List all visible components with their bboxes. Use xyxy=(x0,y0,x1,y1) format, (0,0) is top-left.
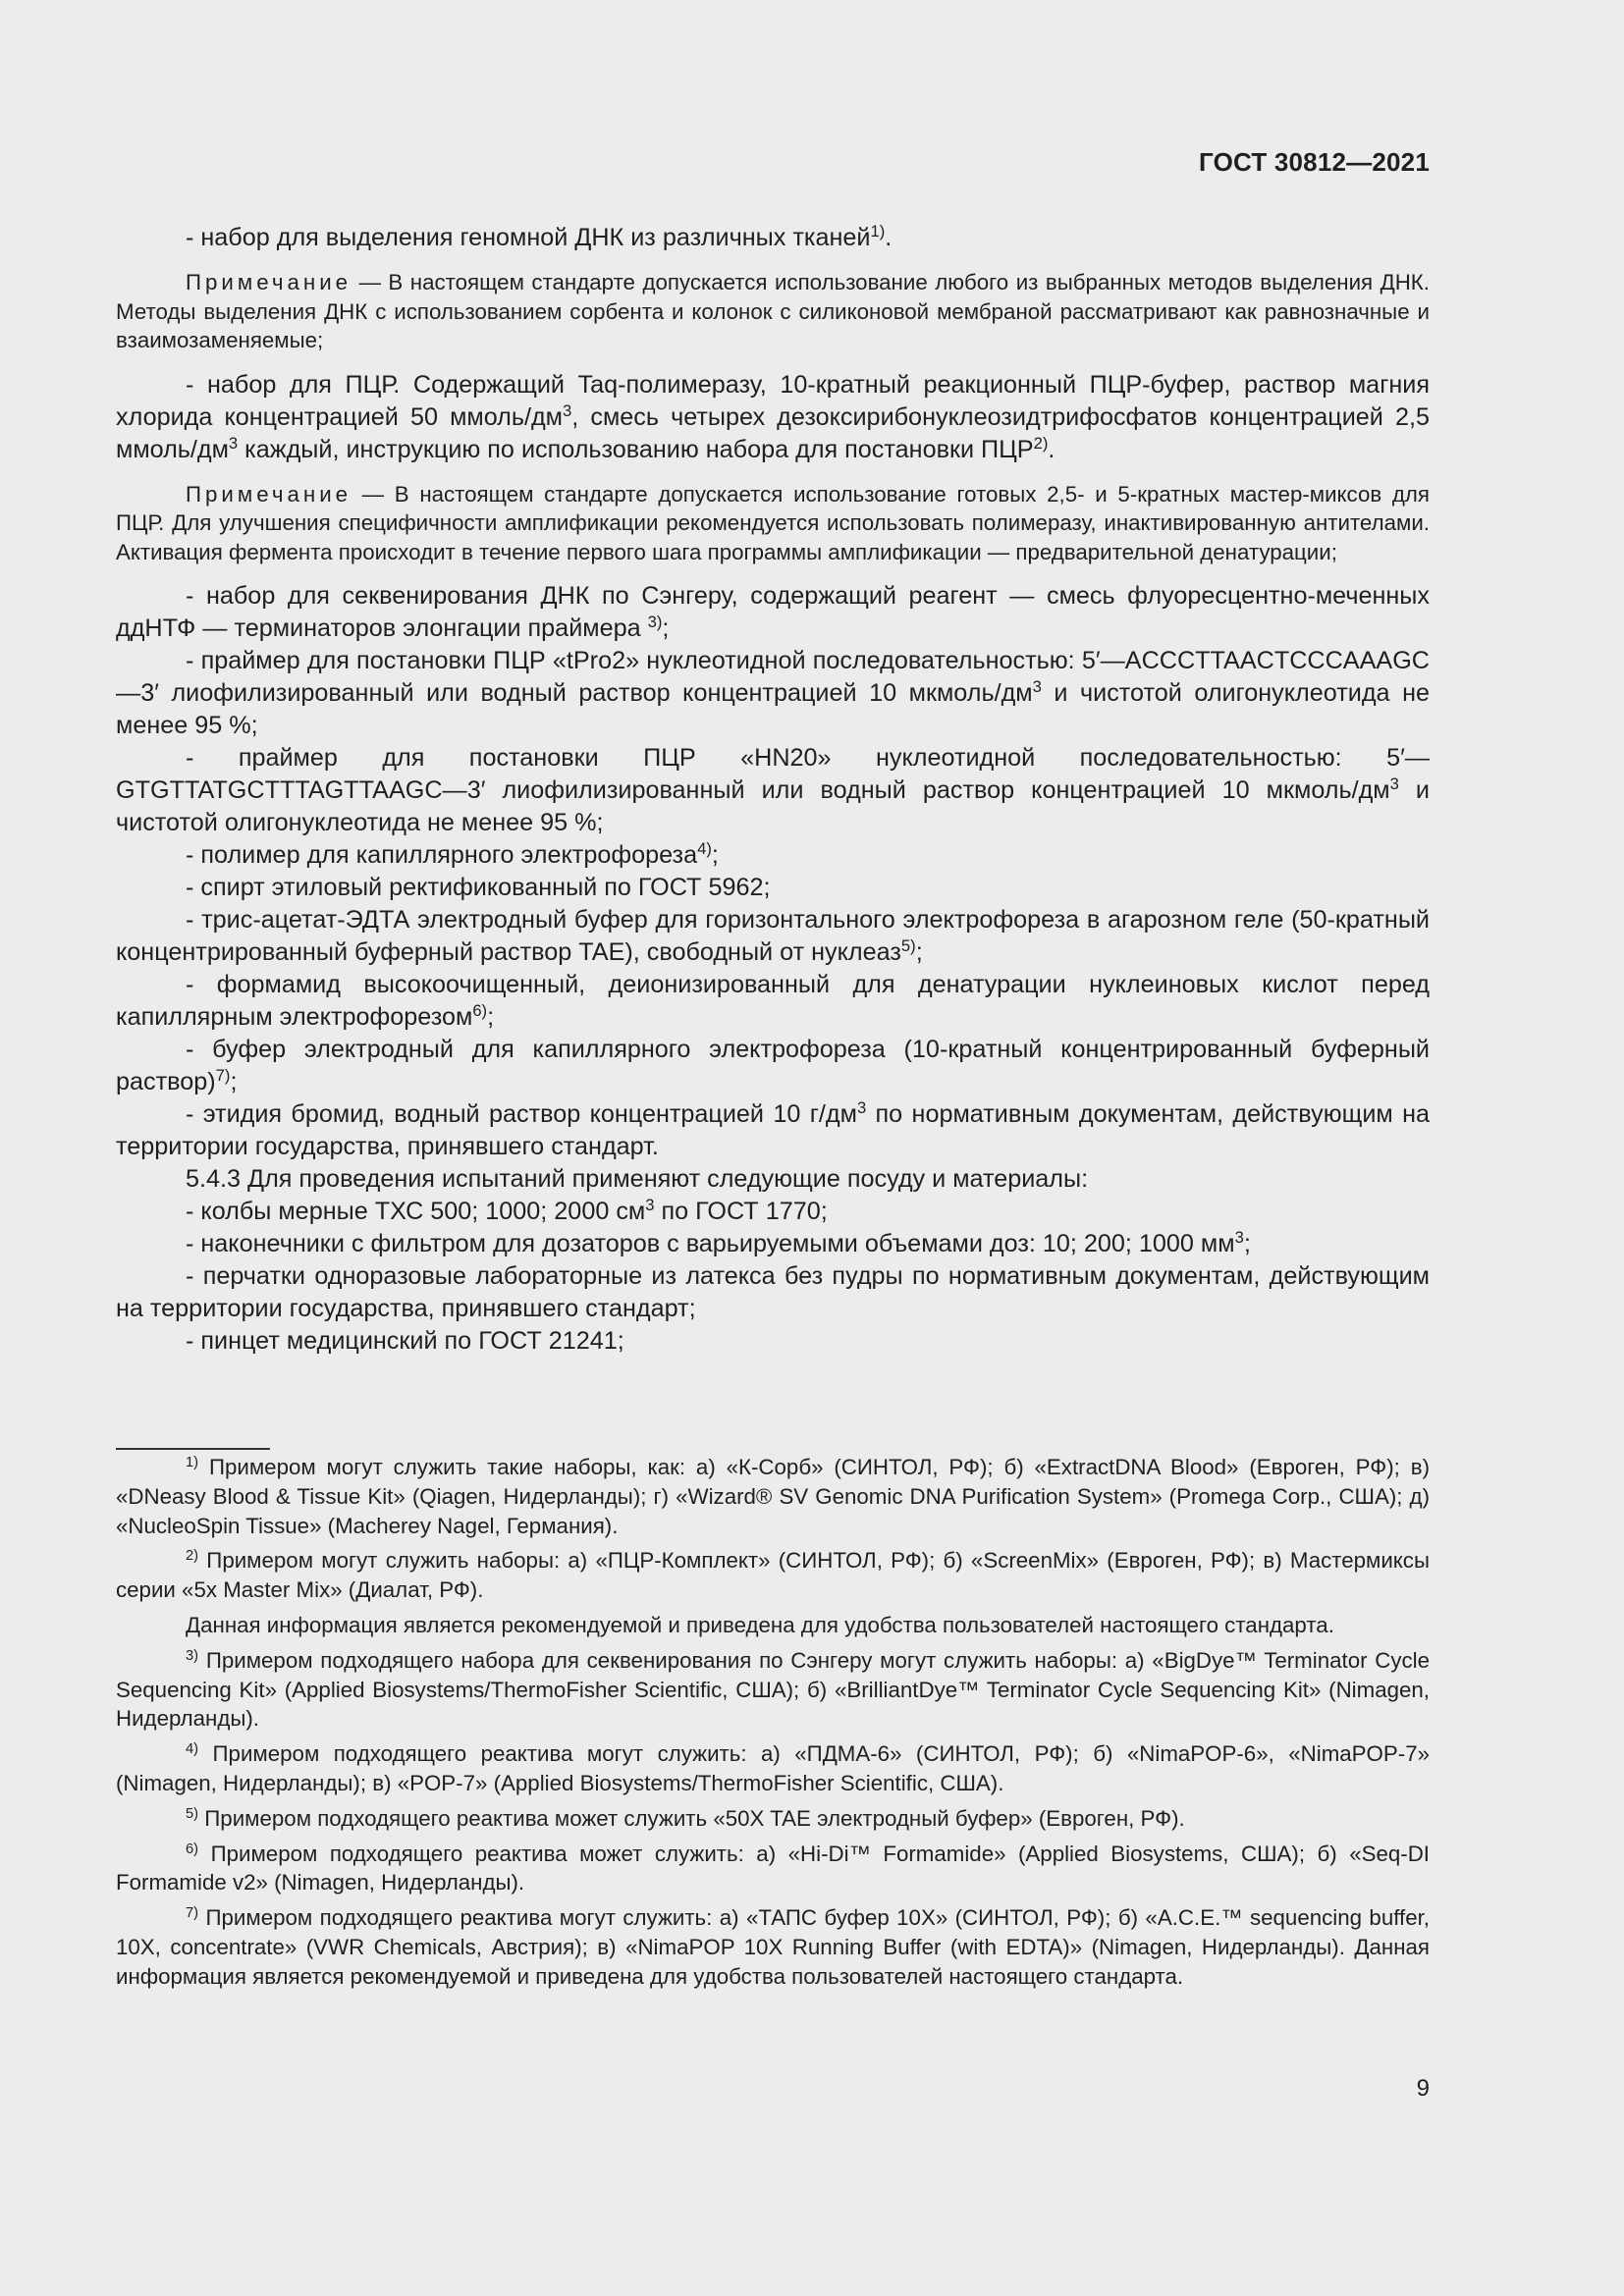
item-formamide: - формамид высокоочищенный, деионизированный для денатурации нуклеиновых кислот перед капиллярным электрофорезом$^{6)}$; xyxy=(116,971,1430,1031)
footnote-2: $^{2)}$ Примером могут служить наборы: а) «ПЦР-Комплект» (СИНТОЛ, РФ); б) «ScreenMix» (Евроген, РФ); в) Мастермиксы серии «5x Master Mix» (Диалат, РФ). xyxy=(116,1548,1430,1603)
page-number: 9 xyxy=(1416,2075,1430,2102)
clause-5-4-3: 5.4.3 Для проведения испытаний применяют следующие посуду и материалы: xyxy=(186,1165,1089,1193)
item-tweezers: - пинцет медицинский по ГОСТ 21241; xyxy=(186,1327,624,1355)
note-label: Примечание xyxy=(186,481,352,507)
footnote-separator xyxy=(116,1448,270,1450)
item-primer-hn20: - праймер для постановки ПЦР «HN20» нуклеотидной последовательностью: 5′—GTGTTATGCTTTAGTTAAGC—3′ лиофилизированный или водный раствор концентрацией 10 мкмоль/$дм^3$ и чистотой олигонуклеотида не менее 95 %; xyxy=(116,744,1430,836)
item-polymer: - полимер для капиллярного электрофореза$^{4)}$; xyxy=(186,838,719,869)
main-text xyxy=(116,222,1430,1358)
note-1: Примечание — В настоящем стандарте допускается использование любого из выбранных методов выделения ДНК. Методы выделения ДНК с использованием сорбента и колонок с силиконовой мембраной рассматривают как равнозначные и взаимозаменяемые; xyxy=(116,270,1430,352)
item-capillary-buffer: - буфер электродный для капиллярного электрофореза (10-кратный концентрированный буферный раствор)$^{7)}$; xyxy=(116,1036,1430,1095)
item-tae-buffer: - трис-ацетат-ЭДТА электродный буфер для горизонтального электрофореза в агарозном геле (50-кратный концентрированный буферный раствор TAE), свободный от нуклеаз$^{5)}$; xyxy=(116,906,1430,966)
footnote-4: $^{4)}$ Примером подходящего реактива могут служить: а) «ПДМА-6» (СИНТОЛ, РФ); б) «NimaPOP-6», «NimaPOP-7» (Nimagen, Нидерланды); в) «POP-7» (Applied Biosystems/ThermoFisher Scientific, США). xyxy=(116,1741,1430,1795)
item-gloves: - перчатки одноразовые лабораторные из латекса без пудры по нормативным документам, действующим на территории государства, принявшего стандарт; xyxy=(116,1262,1430,1322)
item-pcr-kit: - набор для ПЦР. Содержащий Taq-полимеразу, 10-кратный реакционный ПЦР-буфер, раствор магния хлорида концентрацией 50 ммоль/$дм^3$, смесь четырех дезоксирибонуклеозидтрифосфатов концентрацией 2,5 ммоль/$дм^3$ каждый, инструкцию по использованию набора для постановки ПЦР$^{2)}$. xyxy=(116,370,1430,463)
footnote-6: $^{6)}$ Примером подходящего реактива может служить: а) «Hi-Di™ Formamide» (Applied Biosystems, США); б) «Seq-DI Formamide v2» (Nimagen, Нидерланды). xyxy=(116,1841,1430,1896)
item-dna-kit: - набор для выделения геномной ДНК из различных тканей$^{1)}$. xyxy=(186,221,893,251)
item-flasks: - колбы мерные ТХС 500; 1000; 2000 $см^3$ по ГОСТ 1770; xyxy=(186,1195,828,1225)
footnote-info: Данная информация является рекомендуемой и приведена для удобства пользователей настоящего стандарта. xyxy=(186,1612,1334,1637)
item-primer-tpro2: - праймер для постановки ПЦР «tPro2» нуклеотидной последовательностью: 5′—ACCCTTAACTCCCAAAGC—3′ лиофилизированный или водный раствор концентрацией 10 мкмоль/$дм^3$ и чистотой олигонуклеотида не менее 95 %; xyxy=(116,647,1430,739)
item-sanger-kit: - набор для секвенирования ДНК по Сэнгеру, содержащий реагент — смесь флуоресцентно-меченных ддНТФ — терминаторов элонгации праймера $^{3)}$; xyxy=(116,582,1430,642)
footnote-5: $^{5)}$ Примером подходящего реактива может служить «50X TAE электродный буфер» (Евроген, РФ). xyxy=(186,1805,1185,1831)
item-ethanol: - спирт этиловый ректификованный по ГОСТ 5962; xyxy=(186,874,771,901)
footnote-7: $^{7)}$ Примером подходящего реактива могут служить: а) «ТАПС буфер 10X» (СИНТОЛ, РФ); б) «A.C.E.™ sequencing buffer, 10X, concentrate» (VWR Chemicals, Австрия); в) «NimaPOP 10X Running Buffer (with EDTA)» (Nimagen, Нидерланды). Данная информация является рекомендуемой и приведена для удобства пользователей настоящего стандарта. xyxy=(116,1905,1431,1989)
footnotes xyxy=(116,1453,1430,1992)
note-label: Примечание xyxy=(186,270,352,294)
footnote-1: $^{1)}$ Примером могут служить такие наборы, как: а) «К-Сорб» (СИНТОЛ, РФ); б) «ExtractDNA Blood» (Евроген, РФ); в) «DNeasy Blood & Tissue Kit» (Qiagen, Нидерланды); г) «Wizard® SV Genomic DNA Purification System» (Promega Corp., США); д) «NucleoSpin Tissue» (Macherey Nagel, Германия). xyxy=(116,1454,1430,1538)
footnote-3: $^{3)}$ Примером подходящего набора для секвенирования по Сэнгеру могут служить наборы: а) «BigDye™ Terminator Cycle Sequencing Kit» (Applied Biosystems/ThermoFisher Scientific, США); б) «BrilliantDye™ Terminator Cycle Sequencing Kit» (Nimagen, Нидерланды). xyxy=(116,1647,1430,1732)
item-ethidium-bromide: - этидия бромид, водный раствор концентрацией 10 $г/дм^3$ по нормативным документам, действующим на территории государства, принявшего стандарт. xyxy=(116,1097,1430,1160)
document-id: ГОСТ 30812—2021 xyxy=(1199,147,1430,177)
note-2: Примечание — В настоящем стандарте допускается использование готовых 2,5- и 5-кратных мастер-миксов для ПЦР. Для улучшения специфичности амплификации рекомендуется использовать полимеразу, инактивированную антителами. Активация фермента происходит в течение первого шага программы амплификации — предварительной денатурации; xyxy=(116,481,1430,564)
item-tips: - наконечники с фильтром для дозаторов с варьируемыми объемами доз: 10; 200; 1000 $мм^3$; xyxy=(186,1227,1251,1257)
